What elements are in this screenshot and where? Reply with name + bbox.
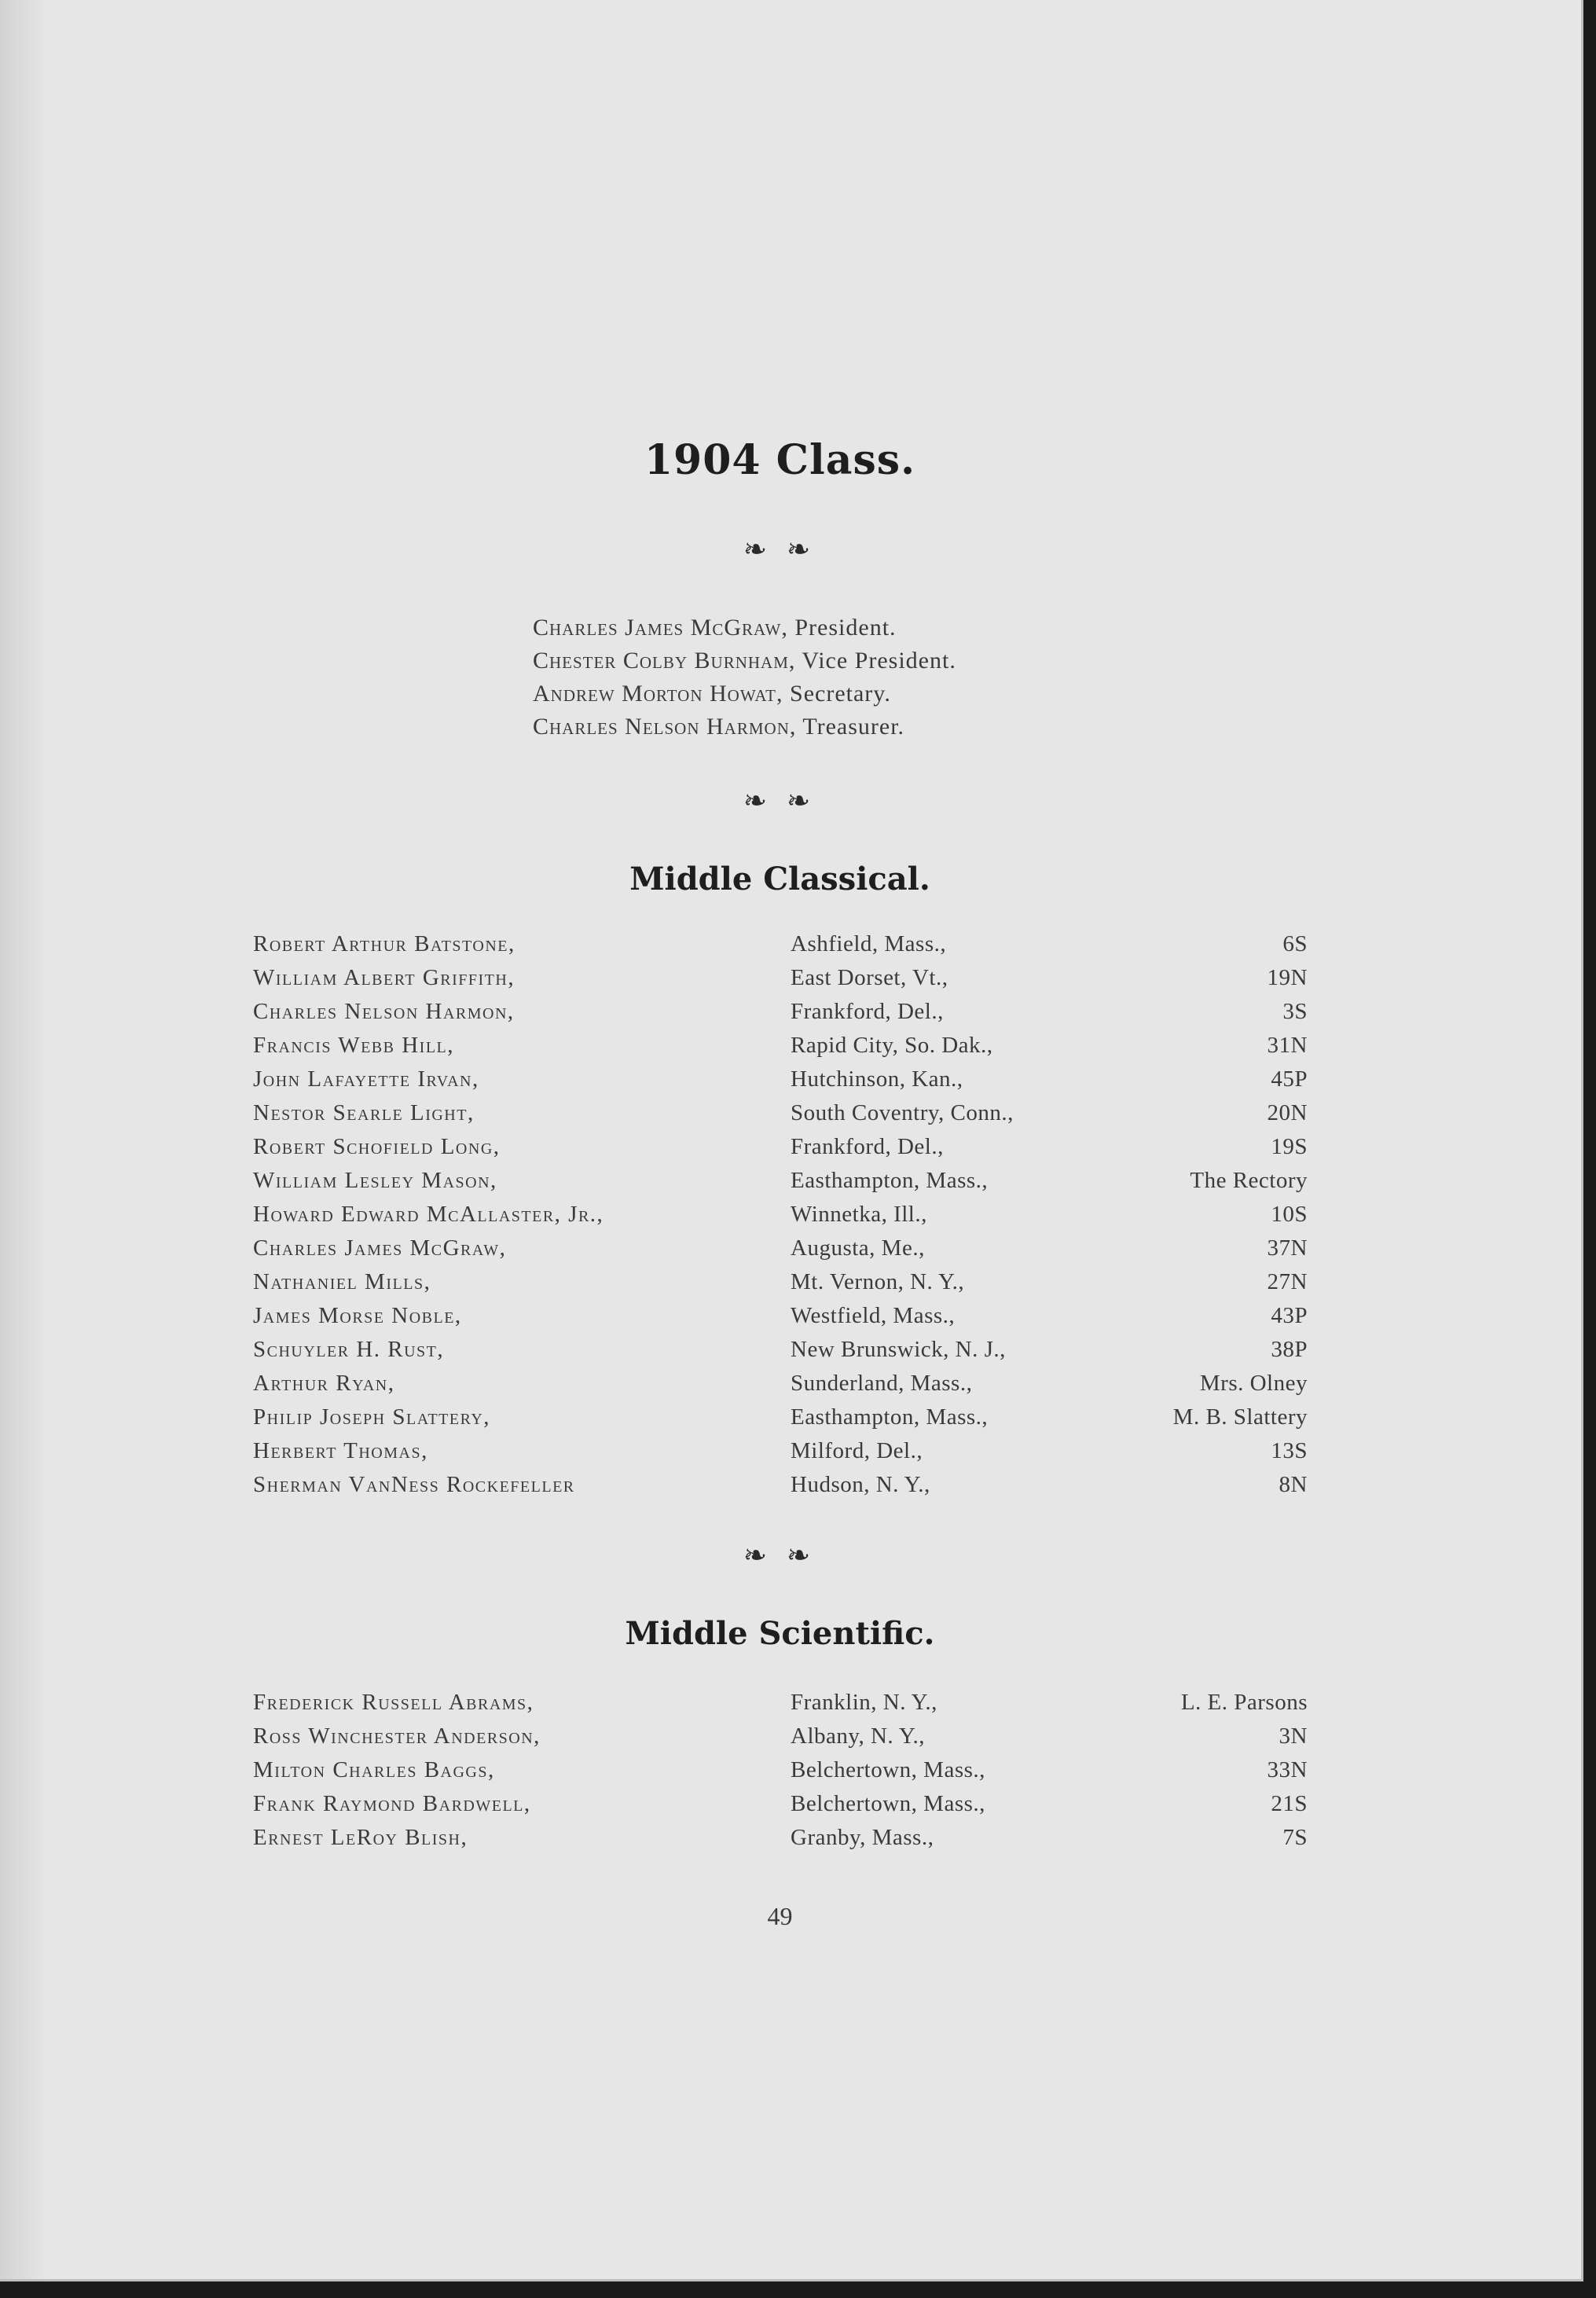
student-hometown: Winnetka, Ill., [791, 1202, 927, 1227]
student-hometown: Belchertown, Mass., [791, 1791, 985, 1816]
roster-row [253, 927, 1308, 961]
section-title-middle-classical: Middle Classical. [629, 861, 930, 898]
roster-row [253, 1753, 1308, 1787]
student-hometown: Hudson, N. Y., [791, 1472, 930, 1497]
officer-role: Vice President. [795, 648, 956, 674]
officer-line [533, 710, 956, 743]
section-title-middle-scientific: Middle Scientific. [625, 1615, 935, 1652]
officer-name: Chester Colby Burnham, [533, 648, 796, 674]
roster-row [253, 1265, 1308, 1299]
roster-middle-classical [253, 927, 1308, 1502]
student-hometown: Mt. Vernon, N. Y., [791, 1269, 965, 1294]
roster-row [253, 995, 1308, 1029]
roster-row [253, 1299, 1308, 1333]
student-name: Arthur Ryan, [253, 1371, 395, 1396]
student-hometown: Sunderland, Mass., [791, 1371, 973, 1396]
student-hometown: Ashfield, Mass., [791, 931, 947, 956]
student-hometown: Rapid City, So. Dak., [791, 1033, 993, 1058]
page-title: 1904 Class. [644, 436, 916, 484]
officer-name: Charles James McGraw, [533, 615, 788, 641]
student-hometown: Easthampton, Mass., [791, 1168, 989, 1193]
roster-row [253, 1063, 1308, 1096]
student-hometown: Augusta, Me., [791, 1235, 925, 1261]
student-name: Robert Arthur Batstone, [253, 931, 515, 956]
student-name: Ernest LeRoy Blish, [253, 1825, 468, 1850]
student-room: 6S [1282, 931, 1308, 956]
roster-row [253, 961, 1308, 995]
student-name: Charles Nelson Harmon, [253, 999, 515, 1024]
student-room: 20N [1267, 1100, 1308, 1125]
student-room: Mrs. Olney [1199, 1371, 1308, 1396]
student-room: L. E. Parsons [1180, 1690, 1308, 1715]
student-name: Robert Schofield Long, [253, 1134, 501, 1159]
officer-line [533, 611, 956, 644]
student-name: Milton Charles Baggs, [253, 1757, 495, 1782]
student-hometown: Albany, N. Y., [791, 1724, 926, 1749]
student-hometown: South Coventry, Conn., [791, 1100, 1014, 1125]
student-name: Frederick Russell Abrams, [253, 1690, 534, 1715]
student-name: Frank Raymond Bardwell, [253, 1791, 531, 1816]
student-room: 27N [1267, 1269, 1308, 1294]
student-hometown: Frankford, Del., [791, 999, 944, 1024]
student-hometown: Franklin, N. Y., [791, 1690, 937, 1715]
officer-role: Secretary. [783, 681, 891, 707]
roster-row [253, 1333, 1308, 1367]
student-room: M. B. Slattery [1172, 1404, 1308, 1430]
page-number: 49 [767, 1902, 793, 1930]
ornament-divider-2: ❧ ❧ [743, 785, 817, 817]
student-room: 7S [1282, 1825, 1308, 1850]
student-hometown: East Dorset, Vt., [791, 965, 948, 990]
student-room: 3S [1282, 999, 1308, 1024]
student-hometown: Westfield, Mass., [791, 1303, 956, 1328]
student-hometown: Granby, Mass., [791, 1825, 934, 1850]
student-room: 19N [1267, 965, 1308, 990]
student-room: 33N [1267, 1757, 1308, 1782]
officer-role: President. [787, 615, 897, 641]
student-room: 8N [1279, 1472, 1308, 1497]
student-name: Charles James McGraw, [253, 1235, 507, 1261]
roster-row [253, 1400, 1308, 1434]
student-hometown: Belchertown, Mass., [791, 1757, 985, 1782]
ornament-divider-1: ❧ ❧ [743, 534, 817, 565]
student-hometown: Easthampton, Mass., [791, 1404, 989, 1430]
officer-name: Charles Nelson Harmon, [533, 714, 797, 740]
roster-row [253, 1367, 1308, 1400]
student-name: Philip Joseph Slattery, [253, 1404, 491, 1430]
student-room: 43P [1271, 1303, 1308, 1328]
student-name: William Lesley Mason, [253, 1168, 497, 1193]
student-name: Schuyler H. Rust, [253, 1337, 445, 1362]
ornament-divider-3: ❧ ❧ [743, 1540, 817, 1571]
student-room: 10S [1271, 1202, 1308, 1227]
student-room: 3N [1279, 1724, 1308, 1749]
roster-row [253, 1130, 1308, 1164]
student-name: Howard Edward McAllaster, Jr., [253, 1202, 604, 1227]
roster-row [253, 1434, 1308, 1468]
student-room: 38P [1271, 1337, 1308, 1362]
officer-line [533, 644, 956, 677]
student-name: Herbert Thomas, [253, 1438, 428, 1463]
student-name: James Morse Noble, [253, 1303, 462, 1328]
student-room: 19S [1271, 1134, 1308, 1159]
student-name: Nestor Searle Light, [253, 1100, 475, 1125]
roster-row [253, 1720, 1308, 1753]
roster-middle-scientific [253, 1686, 1308, 1855]
roster-row [253, 1096, 1308, 1130]
student-room: The Rectory [1190, 1168, 1308, 1193]
student-name: Ross Winchester Anderson, [253, 1724, 541, 1749]
student-hometown: Hutchinson, Kan., [791, 1066, 963, 1092]
student-name: William Albert Griffith, [253, 965, 515, 990]
student-name: Sherman VanNess Rockefeller [253, 1472, 575, 1497]
officers-list [533, 611, 956, 743]
roster-row [253, 1821, 1308, 1855]
student-room: 31N [1267, 1033, 1308, 1058]
student-hometown: Frankford, Del., [791, 1134, 944, 1159]
roster-row [253, 1686, 1308, 1720]
officer-line [533, 677, 956, 710]
student-name: Francis Webb Hill, [253, 1033, 455, 1058]
student-hometown: Milford, Del., [791, 1438, 923, 1463]
roster-row [253, 1787, 1308, 1821]
student-name: Nathaniel Mills, [253, 1269, 431, 1294]
roster-row [253, 1029, 1308, 1063]
student-room: 37N [1267, 1235, 1308, 1261]
roster-row [253, 1468, 1308, 1502]
student-room: 45P [1271, 1066, 1308, 1092]
student-room: 13S [1271, 1438, 1308, 1463]
roster-row [253, 1164, 1308, 1198]
page-gutter-shadow [0, 0, 47, 2279]
student-name: John Lafayette Irvan, [253, 1066, 479, 1092]
roster-row [253, 1198, 1308, 1232]
roster-row [253, 1232, 1308, 1265]
officer-name: Andrew Morton Howat, [533, 681, 783, 707]
student-room: 21S [1271, 1791, 1308, 1816]
student-hometown: New Brunswick, N. J., [791, 1337, 1006, 1362]
officer-role: Treasurer. [796, 714, 905, 740]
